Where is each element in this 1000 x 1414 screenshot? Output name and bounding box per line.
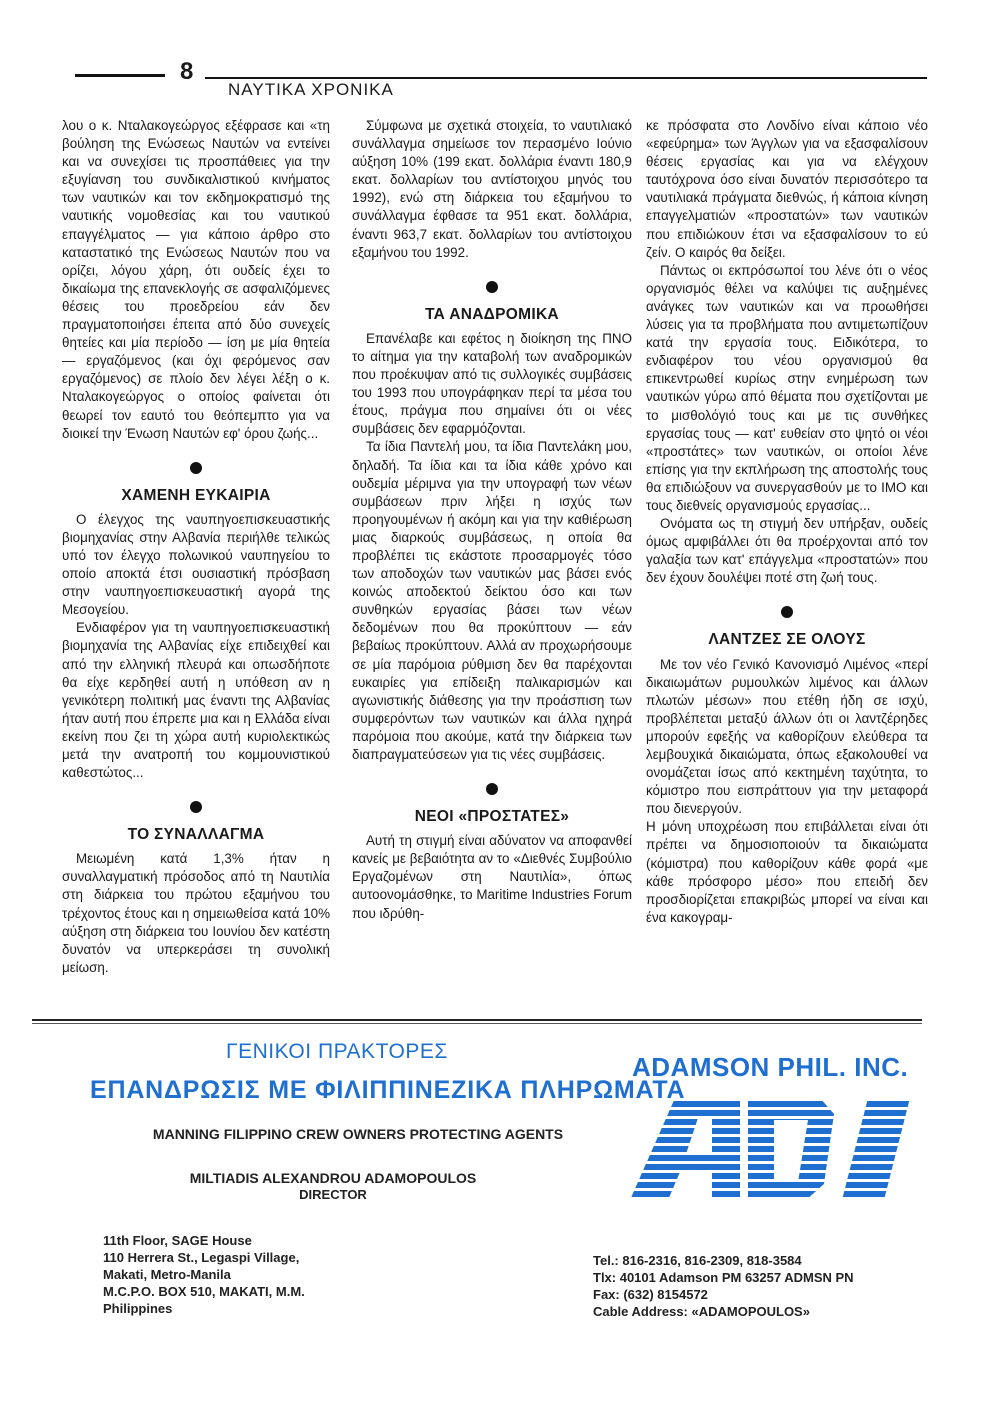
column-3-paragraph-3: Ονόματα ως τη στιγμή δεν υπήρξαν, ουδείς όμως αμφιβάλλει ότι θα προέρχονται από τον γαλαξία των κατ' επάγγελμα «προστατών» που δεν έχουν δουλέψει ποτέ στη ζωή τους. bbox=[646, 516, 928, 586]
section-bullet-icon bbox=[190, 801, 202, 813]
ad-title-manning: ΕΠΑΝΔΡΩΣΙΣ ΜΕ ΦΙΛΙΠΠΙΝΕΖΙΚΑ ΠΛΗΡΩΜΑΤΑ bbox=[90, 1076, 686, 1104]
ad-subtitle: MANNING FILIPPINO CREW OWNERS PROTECTING AGENTS bbox=[152, 1126, 564, 1142]
ad-address bbox=[103, 1232, 305, 1317]
contact-cable: Cable Address: «ADAMOPOULOS» bbox=[593, 1304, 810, 1319]
section-bullet-icon bbox=[486, 281, 498, 293]
section-bullet-icon bbox=[781, 606, 793, 618]
column-2-paragraph-1: Σύμφωνα με σχετικά στοιχεία, το ναυτιλιακό συνάλλαγμα σημείωσε τον περασμένο Ιούνιο αύξηση 10% (199 εκατ. δολλάρια έναντι 180,9 εκατ. δολλαρίων του αντίστοιχου μηνός του 1992), ενώ στη διάρκεια του εξαμήνου το συνάλλαγμα έφθασε τα 951 εκατ. δολλάρια, έναντι 963,7 εκατ. δολλαρίων του αντίστοιχου εξαμήνου του 1992. bbox=[352, 118, 632, 260]
column-2-paragraph-3: Τα ίδια Παντελή μου, τα ίδια Παντελάκη μου, δηλαδή. Τα ίδια και τα ίδια κάθε χρόνο και ουδεμία μέριμνα για την υπογραφή των νέων συμβάσεων πριν λήξει η ισχύς των προηγουμένων ή ακόμη και για την καθιέρωση μιας διαρκούς συμβάσεως, η οποία θα προβλέπει τις εκάστοτε προσαρμογές τόσο των αποδοχών των ναυτικών μας βάσει ενός κοινώς αποδεκτού δείκτου όσο και των συνθηκών εργασίας βάσει των νέων δεδομένων που θα προκύπτουν — εάν βεβαίως προκύπτουν. Αλλά αν προχωρήσουμε σε μία παρόμοια ρύθμιση δεν θα παρέχονται ευκαιρίες για επίδειξη παλικαρισμών και αγωνιστικής διάθεσης για την προάσπιση των συμφερόντων των ναυτικών και άλλα ηχηρά παρόμοια που ακούμε, κατά την διάρκεια των διαπραγματεύσεων για τις νέες συμβάσεις. bbox=[352, 439, 632, 762]
address-line: M.C.P.O. BOX 510, MAKATI, M.M. bbox=[103, 1284, 305, 1299]
column-2-paragraph-4: Αυτή τη στιγμή είναι αδύνατον να αποφανθεί κανείς με βεβαιότητα αν το «Διεθνές Συμβούλιο Εργαζομένων στη Ναυτιλία», όπως αυτοονομάσθηκε, το Maritime Industries Forum που ιδρύθη- bbox=[352, 833, 632, 921]
page-number: 8 bbox=[180, 58, 194, 85]
ad-director-name: MILTIADIS ALEXANDROU ADAMOPOULOS bbox=[189, 1170, 477, 1186]
header-rule-left bbox=[75, 74, 165, 77]
column-1-paragraph-2: Ο έλεγχος της ναυπηγοεπισκευαστικής βιομηχανίας στην Αλβανία περιήλθε τελικώς υπό τον έλεγχο πολωνικού ναυπηγείου το οποίο αποκτά έτσι ουσιαστική πρόσβαση στην ναυπηγοεπισκευαστική αγορά της Μεσογείου. bbox=[62, 511, 330, 618]
publication-name: ΝΑΥΤΙΚΑ ΧΡΟΝΙΚΑ bbox=[228, 80, 394, 99]
column-3-paragraph-2: Πάντως οι εκπρόσωποί του λένε ότι ο νέος οργανισμός θέλει να καλύψει τις αυξημένες ανάγκες των ναυτικών και να προωθήσει λύσεις για τα προβλήματα που αντιμετωπίζουν κατά την εργασία τους. Ειδικότερα, το ενδιαφέρον του νέου οργανισμού θα επικεντρωθεί κυρίως στην ενημέρωση των ναυτικών γύρω από θέματα που σχετίζονται με το μισθολόγιό τους και με τις συνθήκες εργασίας τους — κατ' ευθείαν στο ψητό οι νέοι «προστάτες» των ναυτικών, οι οποίοι λένε επίσης για την εκπλήρωση της αποστολής τους θα επιδιώξουν να συνεργασθούν με το ΙΜΟ και τους διεθνείς οργανισμούς εργασίας... bbox=[646, 262, 928, 513]
column-3-paragraph-5: Η μόνη υποχρέωση που επιβάλλεται είναι ότι πρέπει να δημοσιοποιούν τα δικαιώματα (κόμιστρα) που καθορίζουν κάθε φορά «με κάθε πρόσφορο μέσο» που επειδή δεν προσδιορίζεται επακριβώς μπορεί να είναι και ένα κακογραμ- bbox=[646, 819, 928, 925]
ad-divider bbox=[32, 1019, 922, 1021]
article-column-1 bbox=[62, 117, 330, 977]
ad-divider-thin bbox=[32, 1023, 922, 1024]
heading-launches-for-all: ΛΑΝΤΖΕΣ ΣΕ ΟΛΟΥΣ bbox=[708, 631, 866, 649]
section-bullet-icon bbox=[486, 783, 498, 795]
column-1-paragraph-4: Μειωμένη κατά 1,3% ήταν η συναλλαγματική πρόσοδος από τη Ναυτιλία στη διάρκεια του πρώτου εξαμήνου του τρέχοντος έτους και η σημειωθείσα κατά 10% αύξηση στη διάρκεια του Ιουνίου δεν κατέστη δυνατόν να υπερκεράσει τη συνολική μείωση. bbox=[62, 851, 330, 975]
address-line: 110 Herrera St., Legaspi Village, bbox=[103, 1250, 300, 1265]
article-column-3 bbox=[646, 117, 928, 927]
ad-title-general-agents: ΓΕΝΙΚΟΙ ΠΡΑΚΤΟΡΕΣ bbox=[226, 1040, 448, 1063]
column-2-paragraph-2: Επανέλαβε και εφέτος η διοίκηση της ΠΝΟ το αίτημα για την καταβολή των αναδρομικών που προέκυψαν από τις συλλογικές συμβάσεις του 1993 που υπογράφηκαν περί τα μέσα του έτους, πράγμα που σημαίνει ότι οι νέες συμβάσεις δεν εφαρμόζονται. bbox=[352, 330, 632, 437]
ad-contact bbox=[593, 1252, 854, 1320]
contact-telex: Tlx: 40101 Adamson PM 63257 ADMSN PN bbox=[593, 1270, 854, 1285]
heading-back-pay: ΤΑ ΑΝΑΔΡΟΜΙΚΑ bbox=[425, 305, 559, 323]
heading-lost-opportunity: ΧΑΜΕΝΗ ΕΥΚΑΙΡΙΑ bbox=[121, 486, 271, 504]
ad-director-role: DIRECTOR bbox=[299, 1187, 367, 1202]
address-line: 11th Floor, SAGE House bbox=[103, 1233, 252, 1248]
contact-fax: Fax: (632) 8154572 bbox=[593, 1287, 708, 1302]
ad-company-name: ADAMSON PHIL. INC. bbox=[632, 1052, 909, 1082]
section-bullet-icon bbox=[190, 462, 202, 474]
article-column-2 bbox=[352, 117, 632, 923]
column-3-paragraph-1: κε πρόσφατα στο Λονδίνο είναι κάποιο νέο «εφεύρημα» των Άγγλων για να εξασφαλίσουν θέσεις εργασίας και για να ελέγχουν ταυτόχρονα όσο είναι δυνατόν περισσότερο τα ναυτιλιακά πράγματα διεθνώς, ή κάποια κίνηση επαγγελματιών «προστατών» των ναυτικών που επιδιώκουν έτσι να εξασφαλίσουν το εύ ζείν. Ο καιρός θα δείξει. bbox=[646, 118, 928, 260]
header-rule-right bbox=[205, 77, 927, 79]
heading-foreign-exchange: ΤΟ ΣΥΝΑΛΛΑΓΜΑ bbox=[127, 826, 265, 844]
column-1-paragraph-1: λου ο κ. Νταλακογεώργος εξέφρασε και «τη βούληση της Ενώσεως Ναυτών να εντείνει και να συνεχίσει τις προσπάθειες για την εξυγίανση του συνδικαλιστικού κινήματος των ναυτικών και τον εκδημοκρατισμό της ναυτικής νομοθεσίας και του ναυτικού επαγγέλματος — για κάποιο άρθρο στο καταστατικό της Ενώσεως Ναυτών που να ορίζει, λόγου χάρη, ότι ουδείς έχει το δικαίωμα της επανεκλογής σε ασφαλιζόμενες θέσεις του προεδρείου εάν δεν πραγματοποιήσει έπειτα από δύο συνεχείς θητείες και μία περίοδο — ίση με μία θητεία — εργαζόμενος (και όχι φερόμενος σαν εργαζόμενος) σε πλοίο δεν λέγει λέξη ο κ. Νταλακογεώργος ο οποίος φαίνεται ότι θεωρεί τον εαυτό του θεόπεμπτο για να διοικεί την Ένωση Ναυτών εφ' όρου ζωής... bbox=[62, 118, 330, 441]
heading-new-protectors: ΝΕΟΙ «ΠΡΟΣΤΑΤΕΣ» bbox=[414, 808, 570, 826]
adamson-logo-icon bbox=[620, 1092, 920, 1204]
address-line: Philippines bbox=[103, 1301, 173, 1316]
column-1-paragraph-3: Ενδιαφέρον για τη ναυπηγοεπισκευαστική βιομηχανία της Αλβανίας είχε επιδειχθεί και από την ελληνική πλευρά και οπωσδήποτε θα είχε κερδηθεί αυτή η υπόθεση αν η γενικότερη πολιτική μας έναντι της Αλβανίας ήταν αυτή που έπρεπε μια και η Ελλάδα είναι εκείνη που ζει τη χώρα αυτή κυριολεκτικώς μετά την ανατροπή του κομμουνιστικού καθεστώτος... bbox=[62, 620, 330, 781]
address-line: Makati, Metro-Manila bbox=[103, 1267, 231, 1282]
column-3-paragraph-4: Με τον νέο Γενικό Κανονισμό Λιμένος «περί δικαιωμάτων ρυμουλκών λιμένος και άλλων πλωτών μέσων» που ετέθη ήδη σε ισχύ, προβλέπεται μεταξύ άλλων ότι οι λαντζέρηδες μπορούν εφεξής να καθορίζουν ελεύθερα τα λεμβουχικά δικαιώματα, όπως εξακολουθεί να ονομάζεται ίσως από κεκτημένη ταχύτητα, το κόμιστρο που εισπράττουν για την μεταφορά που διενεργούν. bbox=[646, 656, 928, 817]
contact-telephone: Tel.: 816-2316, 816-2309, 818-3584 bbox=[593, 1253, 802, 1268]
